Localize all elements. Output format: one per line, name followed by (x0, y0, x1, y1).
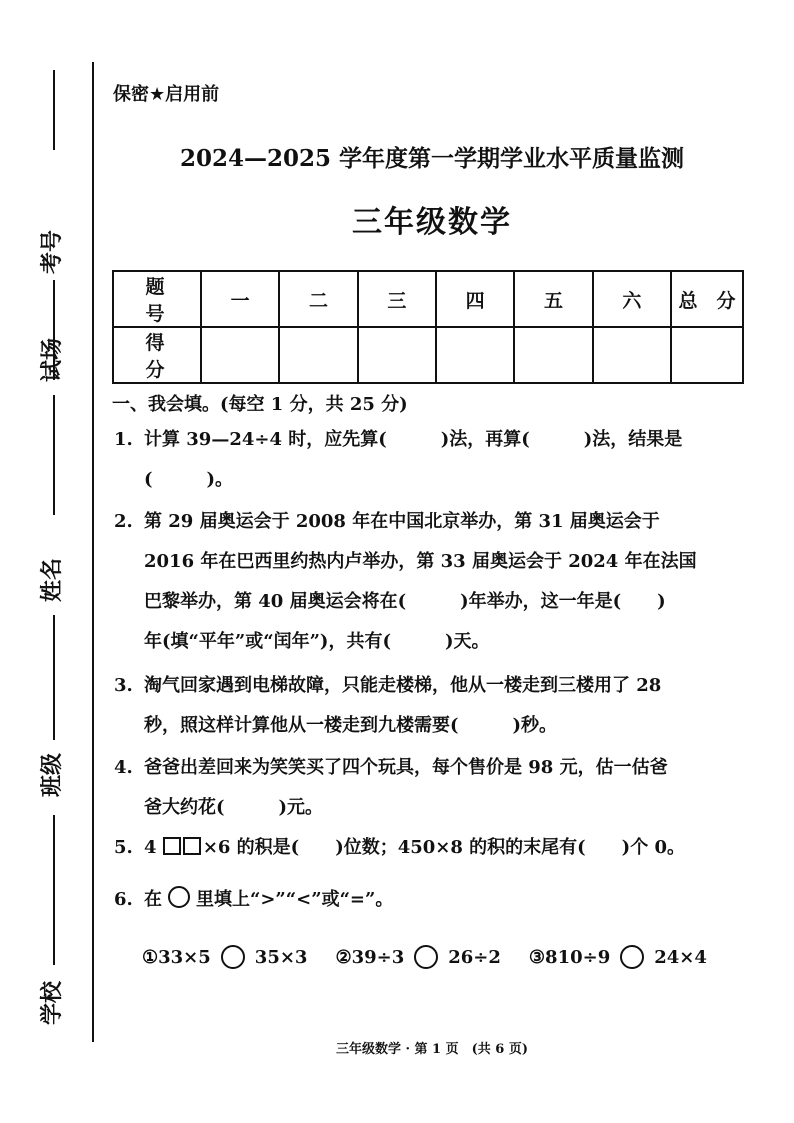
score-col-4: 四 (436, 271, 514, 327)
subject-title: 三年级数学 (352, 205, 512, 240)
question-4-number: 4. (114, 757, 133, 778)
compare-1-left: ①33×5 (142, 946, 211, 968)
question-3-line-2: 秒，照这样计算他从一楼走到九楼需要( )秒。 (144, 715, 558, 736)
page-footer: 三年级数学 · 第 1 页 (共 6 页) (335, 1042, 529, 1057)
score-table (112, 270, 744, 384)
score-table-header-row (113, 271, 743, 327)
compare-3-circle[interactable] (620, 945, 644, 969)
question-2 (114, 502, 744, 662)
question-5-line-1: ×6 的积是( )位数；450×8 的积的末尾有( )个 0。 (202, 837, 685, 858)
section-1-title: 一、我会填。(每空 1 分，共 25 分) (112, 394, 408, 415)
compare-3-right: 24×4 (654, 946, 707, 968)
score-cell-3[interactable] (358, 327, 436, 383)
question-2-number: 2. (114, 511, 133, 532)
secret-mark: 保密★启用前 (113, 84, 220, 105)
compare-2-right: 26÷2 (448, 946, 501, 968)
binding-margin (0, 0, 92, 1123)
compare-1-right: 35×3 (254, 946, 308, 968)
question-5-prefix: 4 (144, 837, 157, 858)
score-table-score-row (113, 327, 743, 383)
compare-2-left: ②39÷3 (335, 946, 405, 968)
question-2-line-4: 年(填“平年”或“闰年”)，共有( )天。 (144, 631, 490, 652)
circle-icon (168, 886, 190, 908)
binding-divider (92, 62, 94, 1042)
compare-1-circle[interactable] (221, 945, 245, 969)
score-cell-1[interactable] (201, 327, 279, 383)
score-table-header-label: 题 号 (113, 271, 201, 327)
name-label: 姓名 (39, 557, 65, 602)
score-cell-total[interactable] (671, 327, 743, 383)
question-5-number: 5. (114, 837, 133, 858)
question-4-line-2: 爸大约花( )元。 (144, 797, 324, 818)
compare-2-circle[interactable] (414, 945, 438, 969)
score-col-1: 一 (201, 271, 279, 327)
name-line (53, 615, 55, 740)
question-3-number: 3. (114, 675, 133, 696)
question-6 (114, 880, 744, 920)
school-label: 学校 (39, 980, 65, 1025)
question-5 (114, 828, 744, 868)
question-1-number: 1. (114, 429, 133, 450)
question-1-line-1: 计算 39—24÷4 时，应先算( )法，再算( )法，结果是 (144, 429, 683, 450)
room-line (53, 395, 55, 515)
question-4-line-1: 爸爸出差回来为笑笑买了四个玩具，每个售价是 98 元，估一估爸 (144, 757, 668, 778)
question-3 (114, 666, 744, 746)
exam-no-label: 考号 (39, 229, 65, 274)
blank-box-icon (183, 837, 201, 855)
score-col-5: 五 (514, 271, 592, 327)
question-4 (114, 748, 744, 828)
question-3-line-1: 淘气回家遇到电梯故障，只能走楼梯，他从一楼走到三楼用了 28 (144, 675, 662, 696)
comparison-row (142, 945, 707, 969)
question-1 (114, 420, 744, 500)
score-col-3: 三 (358, 271, 436, 327)
score-col-total: 总 分 (671, 271, 743, 327)
compare-3-left: ③810÷9 (528, 946, 611, 968)
score-cell-4[interactable] (436, 327, 514, 383)
score-col-2: 二 (279, 271, 357, 327)
score-cell-5[interactable] (514, 327, 592, 383)
exam-title: 2024—2025 学年度第一学期学业水平质量监测 (179, 145, 685, 172)
question-2-line-2: 2016 年在巴西里约热内卢举办，第 33 届奥运会于 2024 年在法国 (144, 551, 697, 572)
question-1-line-2: ( )。 (144, 469, 234, 490)
class-label: 班级 (39, 752, 65, 797)
room-label: 试场 (39, 337, 65, 382)
score-row-label: 得 分 (113, 327, 201, 383)
score-cell-2[interactable] (279, 327, 357, 383)
question-6-before: 在 (144, 889, 162, 910)
score-cell-6[interactable] (593, 327, 671, 383)
blank-box-icon (163, 837, 181, 855)
question-2-line-1: 第 29 届奥运会于 2008 年在中国北京举办，第 31 届奥运会于 (144, 511, 660, 532)
score-col-6: 六 (593, 271, 671, 327)
question-6-number: 6. (114, 889, 133, 910)
question-6-after: 里填上“>”“<”或“=”。 (196, 889, 394, 910)
class-line (53, 815, 55, 965)
exam-no-line (53, 70, 55, 150)
question-2-line-3: 巴黎举办，第 40 届奥运会将在( )年举办，这一年是( ) (144, 591, 666, 612)
